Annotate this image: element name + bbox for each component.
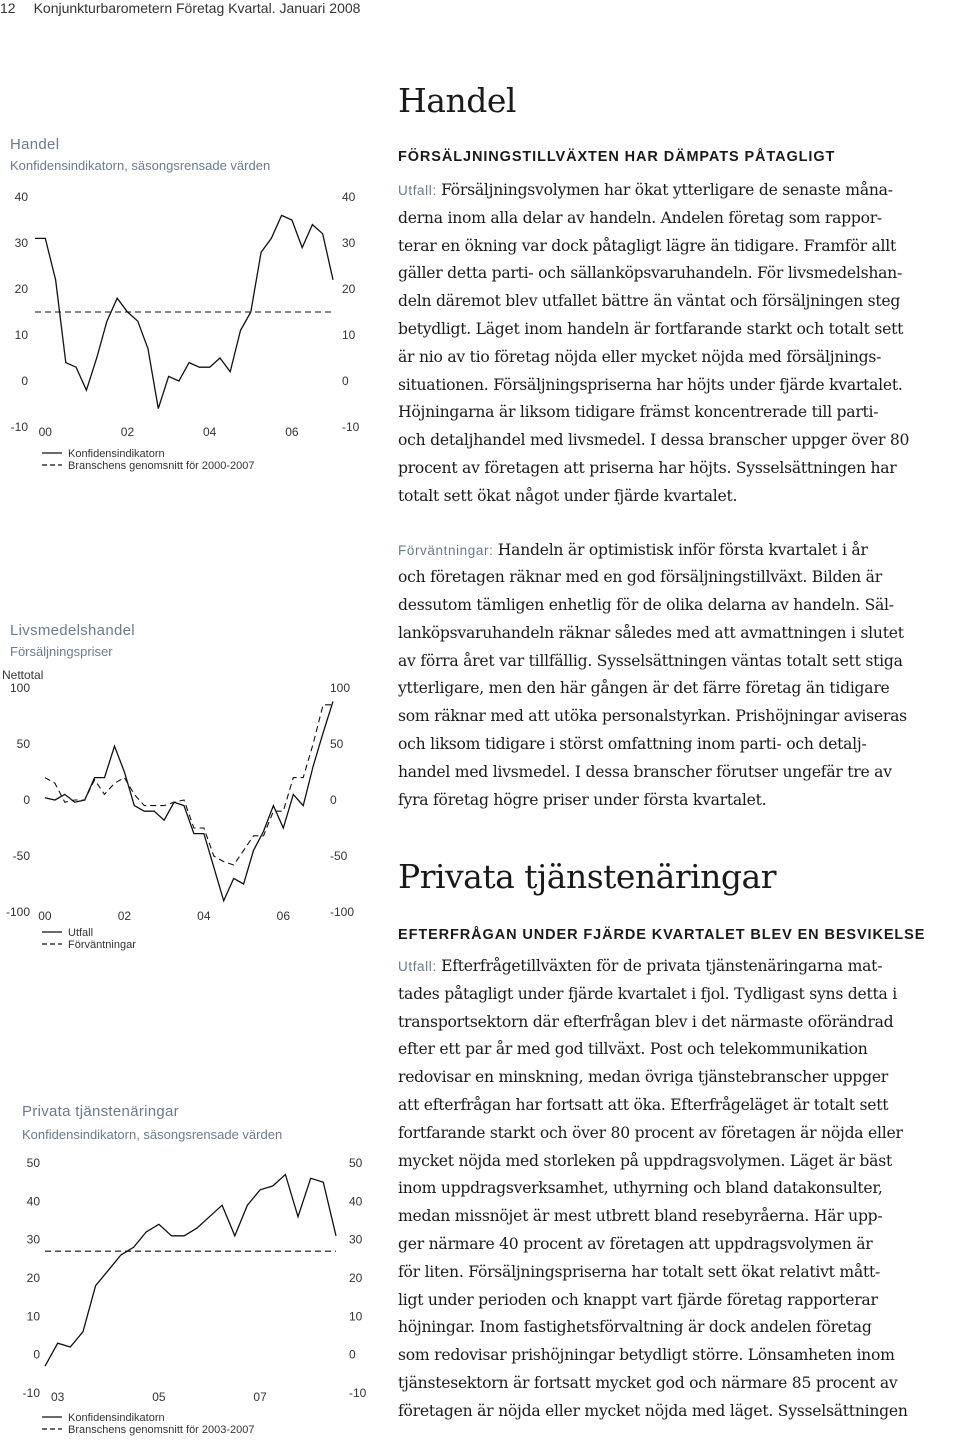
y-tick-label-left: 10 [26, 1309, 40, 1324]
text-line [398, 1203, 958, 1231]
y-tick-label-left: -100 [5, 905, 30, 919]
y-tick-label-left: -50 [12, 849, 30, 863]
line-text: fyra företag högre priser under första kvartalet. [398, 790, 767, 809]
y-tick-label-right: 30 [349, 1232, 363, 1247]
y-tick-label-left: 30 [26, 1232, 40, 1247]
text-line [398, 675, 958, 703]
line-text: Höjningarna är liksom tidigare främst koncentrerade till parti- [398, 403, 879, 422]
section-heading-handel: Handel [398, 81, 516, 120]
chart-subtitle-tjanst: Konfidensindikatorn, säsongsrensade värden [22, 1127, 283, 1142]
page-number: 12 [0, 0, 16, 16]
line-text: mycket nöjda med storleken på uppdragsvolymen. Läget är bäst [398, 1151, 892, 1170]
y-tick-label-right: 20 [342, 282, 356, 296]
publication-title: Konjunkturbarometern Företag Kvartal. Januari 2008 [33, 0, 361, 16]
y-tick-label-left: 20 [14, 282, 28, 296]
x-tick-label: 06 [285, 425, 299, 439]
paragraph-lead: Utfall: [398, 182, 442, 198]
legend-label: Konfidensindikatorn [68, 448, 165, 460]
text-line [398, 1231, 958, 1259]
text-line [398, 344, 958, 372]
x-tick-label: 00 [38, 425, 52, 439]
line-text: terar en ökning var dock påtagligt lägre än tidigare. Framför allt [398, 236, 897, 255]
line-text: tades påtagligt under fjärde kvartalet i fjol. Tydligast syns detta i [398, 984, 898, 1003]
y-tick-label-left: -10 [22, 1386, 40, 1400]
text-line [398, 564, 958, 592]
text-line [398, 483, 958, 511]
y-tick-label-left: 10 [14, 328, 28, 342]
chart-title-handel: Handel [10, 136, 60, 153]
y-tick-label-left: 50 [26, 1156, 40, 1170]
text-line [398, 1120, 958, 1148]
line-text: tjänstesektorn är fortsatt mycket god och närmare 85 procent av [398, 1373, 898, 1392]
subheading-tjanst: EFTERFRÅGAN UNDER FJÄRDE KVARTALET BLEV EN BESVIKELSE [398, 926, 926, 943]
y-tick-label-right: -10 [349, 1386, 367, 1400]
line-text: inom uppdragsverksamhet, uthyrning och bland datakonsulter, [398, 1179, 883, 1198]
line-text: dessutom tämligen enhetlig för de olika delarna av handeln. Säl- [398, 596, 894, 615]
text-line [398, 1148, 958, 1176]
y-tick-label-right: -10 [342, 420, 360, 434]
text-line [398, 759, 958, 787]
text-line [398, 648, 958, 676]
text-line [398, 1314, 958, 1342]
text-line [398, 731, 958, 759]
line-text: ligt under perioden och knappt vart fjärde företag rapporterar [398, 1290, 878, 1309]
line-text: derna inom alla delar av handeln. Andelen företag som rappor- [398, 208, 882, 227]
paragraph-handel-forvantningar [398, 537, 958, 815]
line-text: som redovisar prishöjningar betydligt större. Lönsamheten inom [398, 1346, 895, 1365]
text-line [398, 1064, 958, 1092]
line-text: deln däremot blev utfallet bättre än väntat och försäljningen steg [398, 292, 901, 311]
y-tick-label-left: 50 [16, 737, 30, 751]
text-line [398, 260, 958, 288]
text-line [398, 1398, 958, 1426]
text-line [398, 205, 958, 233]
text-line [398, 372, 958, 400]
y-tick-label-right: 40 [342, 190, 356, 204]
legend-label: Utfall [68, 927, 94, 939]
y-tick-label-right: 0 [342, 374, 349, 388]
text-line [398, 981, 958, 1009]
text-line [398, 1370, 958, 1398]
y-tick-label-right: 0 [349, 1347, 356, 1362]
line-text: situationen. Försäljningspriserna har höjts under fjärde kvartalet. [398, 375, 903, 394]
legend-label: Förväntningar [68, 939, 136, 951]
line-text: ytterligare, men den här gången är det färre företag än tidigare [398, 679, 890, 698]
text-line [398, 233, 958, 261]
line-text: som räknar med att utöka personalstyrkan. Prishöjningar aviseras [398, 707, 907, 726]
y-tick-label-left: 40 [26, 1194, 40, 1209]
x-tick-label: 04 [203, 425, 217, 439]
line-text: för liten. Försäljningspriserna har totalt sett ökat relativt mått- [398, 1262, 881, 1281]
y-tick-label-right: 100 [330, 681, 351, 695]
x-tick-label: 06 [276, 909, 291, 923]
text-line [398, 953, 958, 981]
y-tick-label-right: 50 [349, 1156, 363, 1170]
line-text: och liksom tidigare i störst omfattning inom parti- och detalj- [398, 735, 867, 754]
line-text: fortfarande starkt och över 80 procent av företagen är nöjda eller [398, 1123, 903, 1142]
y-tick-label-right: 30 [342, 236, 356, 250]
text-line [398, 537, 958, 565]
paragraph-tjanst-utfall [398, 953, 958, 1426]
y-tick-label-right: 50 [330, 737, 344, 751]
line-text: efter ett par år med god tillväxt. Post och telekommunikation [398, 1040, 868, 1059]
line-text: ger närmare 40 procent av företagen att uppdragsvolymen är [398, 1234, 873, 1253]
chart-subtitle-livsmedel: Försäljningspriser [10, 644, 113, 659]
chart-title-tjanst: Privata tjänstenäringar [22, 1103, 179, 1120]
article-handel [398, 82, 958, 814]
y-tick-label-left: 40 [14, 190, 28, 204]
y-tick-label-left: 0 [23, 793, 30, 807]
chart-title-livsmedel: Livsmedelshandel [10, 622, 135, 639]
line-text: lanköpsvaruhandeln räknar således med att avmattningen i slutet [398, 623, 904, 642]
text-line [398, 1342, 958, 1370]
y-tick-label-left: 100 [9, 681, 30, 695]
text-line [398, 1092, 958, 1120]
text-line [398, 787, 958, 815]
text-line [398, 427, 958, 455]
text-line [398, 620, 958, 648]
section-heading-tjanst: Privata tjänstenäringar [398, 857, 777, 896]
y-tick-label-right: 20 [349, 1271, 363, 1285]
line-text: är nio av tio företag nöjda eller mycket nöjda med försäljnings- [398, 347, 882, 366]
text-line [398, 1287, 958, 1315]
chart-tjanst-svg [0, 0, 380, 1442]
subheading-handel: FÖRSÄLJNINGSTILLVÄXTEN HAR DÄMPATS PÅTAGLIGT [398, 148, 836, 165]
x-tick-label: 04 [197, 909, 211, 923]
line-text: av förra året var tillfällig. Sysselsättningen väntas totalt sett stiga [398, 651, 903, 670]
line-text: Efterfrågetillväxten för de privata tjänstenäringarna mat- [441, 956, 883, 975]
text-line [398, 455, 958, 483]
y-tick-label-right: 40 [349, 1194, 363, 1209]
line-text: totalt sett ökat något under fjärde kvartalet. [398, 486, 738, 505]
text-line [398, 1259, 958, 1287]
line-text: Handeln är optimistisk inför första kvartalet i år [497, 540, 868, 559]
y-tick-label-left: 0 [33, 1347, 40, 1362]
y-tick-label-right: -50 [330, 849, 348, 863]
line-text: gäller detta parti- och sällanköpsvaruhandeln. För livsmedelshan- [398, 264, 902, 283]
y-tick-label-left: 30 [14, 236, 28, 250]
paragraph-handel-utfall [398, 177, 958, 511]
series-line-solid [45, 1175, 336, 1367]
y-tick-label-right: 10 [342, 328, 356, 342]
y-tick-label-right: -100 [330, 905, 355, 919]
text-line [398, 288, 958, 316]
y-tick-label-left: 20 [26, 1271, 40, 1285]
chart-tjanst [0, 0, 380, 1442]
y-tick-label-left: 0 [21, 374, 28, 388]
article-tjanst [398, 858, 958, 1425]
line-text: handel med livsmedel. I dessa branscher förutser ungefär tre av [398, 762, 892, 781]
line-text: redovisar en minskning, medan övriga tjänstebranscher uppger [398, 1068, 888, 1087]
line-text: transportsektorn där efterfrågan blev i det närmaste oförändrad [398, 1012, 894, 1031]
x-tick-label: 05 [152, 1390, 166, 1404]
line-text: betydligt. Läget inom handeln är fortfarande starkt och totalt sett [398, 319, 904, 338]
paragraph-lead: Förväntningar: [398, 542, 498, 558]
line-text: företagen är nöjda eller mycket nöjda med läget. Sysselsättningen [398, 1401, 908, 1420]
line-text: medan missnöjet är mest utbrett bland resebyråerna. Här upp- [398, 1207, 883, 1226]
text-line [398, 177, 958, 205]
line-text: Försäljningsvolymen har ökat ytterligare de senaste måna- [441, 180, 893, 199]
chart-unit-livsmedel: Nettotal [2, 668, 44, 682]
y-tick-label-left: -10 [10, 420, 28, 434]
line-text: procent av företagen att priserna har höjts. Sysselsättningen har [398, 458, 897, 477]
text-line [398, 399, 958, 427]
legend-label: Branschens genomsnitt för 2003-2007 [68, 1424, 255, 1436]
text-line [398, 1036, 958, 1064]
x-tick-label: 02 [120, 425, 135, 439]
x-tick-label: 02 [117, 909, 132, 923]
legend-label: Konfidensindikatorn [68, 1412, 165, 1424]
text-line [398, 592, 958, 620]
x-tick-label: 07 [253, 1390, 267, 1404]
x-tick-label: 03 [50, 1390, 65, 1404]
y-tick-label-right: 10 [349, 1309, 363, 1324]
line-text: höjningar. Inom fastighetsförvaltning är dock andelen företag [398, 1318, 872, 1337]
text-line [398, 1009, 958, 1037]
x-tick-label: 00 [38, 909, 52, 923]
y-tick-label-right: 0 [330, 793, 337, 807]
line-text: och detaljhandel med livsmedel. I dessa branscher uppger över 80 [398, 431, 910, 450]
legend-label: Branschens genomsnitt för 2000-2007 [68, 460, 255, 472]
paragraph-lead: Utfall: [398, 958, 442, 974]
chart-subtitle-handel: Konfidensindikatorn, säsongsrensade värden [10, 158, 271, 173]
text-line [398, 703, 958, 731]
line-text: och företagen räknar med en god försäljningstillväxt. Bilden är [398, 568, 882, 587]
line-text: att efterfrågan har fortsatt att öka. Efterfrågeläget är totalt sett [398, 1095, 889, 1114]
text-line [398, 1175, 958, 1203]
text-line [398, 316, 958, 344]
